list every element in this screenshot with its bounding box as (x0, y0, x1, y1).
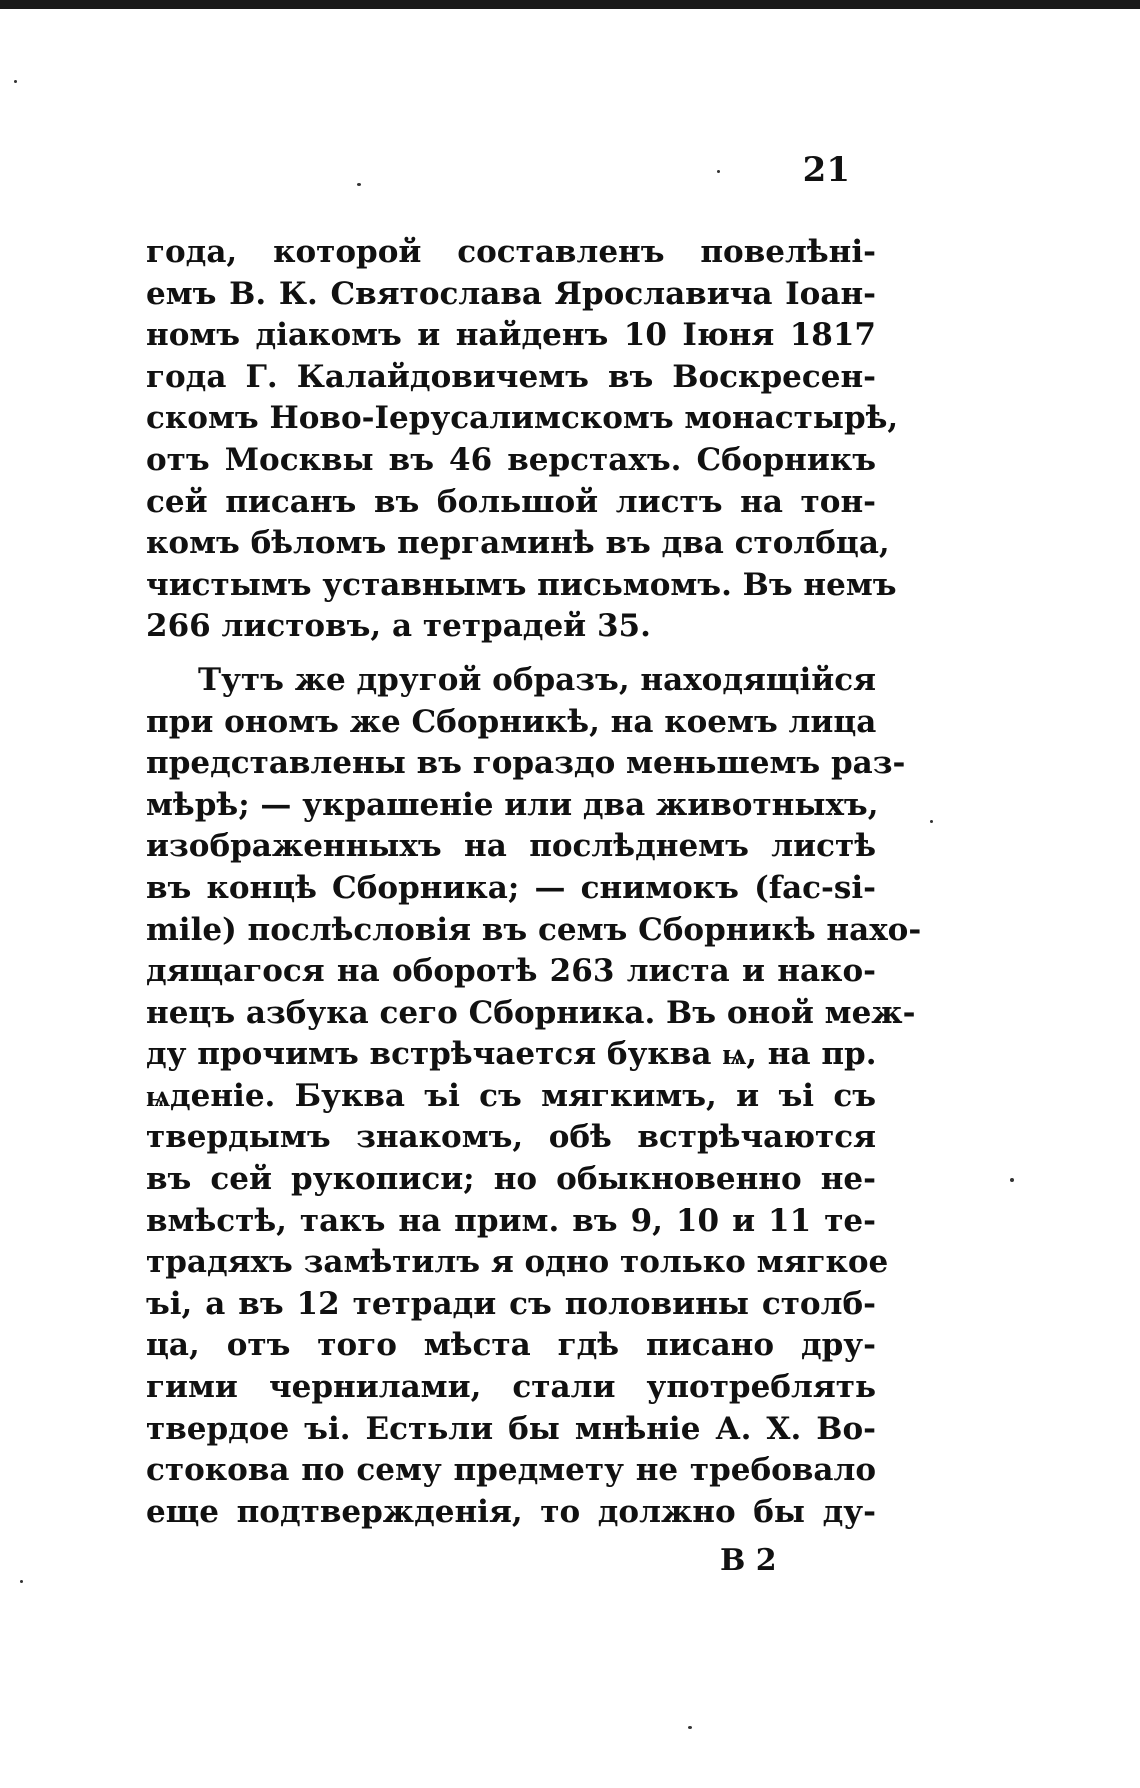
text-line: сей писанъ въ большой листъ на тон- (146, 483, 876, 520)
text-line: стокова по сему предмету не требовало (146, 1452, 876, 1489)
page-top-border (0, 0, 1140, 9)
text-line: mile) послѣсловія въ семъ Сборникѣ нахо- (146, 911, 922, 948)
text-line: отъ Москвы въ 46 верстахъ. Сборникъ (146, 441, 876, 478)
text-line: традяхъ замѣтилъ я одно только мягкое (146, 1244, 889, 1281)
text-line: комъ бѣломъ пергаминѣ въ два столбца, (146, 525, 890, 562)
text-line: твердымъ знакомъ, обѣ встрѣчаются (146, 1119, 876, 1156)
text-line: скомъ Ново-Іерусалимскомъ монастырѣ, (146, 400, 899, 437)
text-line: чистымъ уставнымъ письмомъ. Въ немъ (146, 566, 897, 603)
text-line: номъ діакомъ и найденъ 10 Іюня 1817 (146, 317, 876, 354)
text-line: ѩденіе. Буква ъі съ мягкимъ, и ъі съ (146, 1077, 876, 1114)
text-line: гими чернилами, стали употреблять (146, 1369, 876, 1406)
text-line: нецъ азбука сего Сборника. Въ оной меж- (146, 994, 916, 1031)
scan-speck (930, 820, 933, 823)
text-line: ца, отъ того мѣста гдѣ писано дру- (146, 1327, 876, 1364)
text-line: изображенныхъ на послѣднемъ листѣ (146, 828, 876, 865)
scan-speck (20, 1580, 23, 1583)
text-line: при ономъ же Сборникѣ, на коемъ лица (146, 703, 877, 740)
body-text (146, 232, 922, 1533)
text-line: 266 листовъ, а тетрадей 35. (146, 608, 651, 645)
text-line: твердое ъі. Естьли бы мнѣніе А. Х. Во- (146, 1410, 876, 1447)
text-line: ду прочимъ встрѣчается буква ѩ, на пр. (146, 1036, 877, 1073)
scan-speck (14, 80, 17, 83)
text-line: ъі, а въ 12 тетради съ половины столб- (146, 1285, 876, 1322)
text-line: представлены въ гораздо меньшемъ раз- (146, 745, 906, 782)
text-line: емъ В. К. Святослава Ярославича Іоан- (146, 275, 876, 312)
scan-speck (717, 170, 720, 173)
signature-mark: В 2 (720, 1543, 777, 1578)
text-line: Тутъ же другой образъ, находящійся (198, 661, 877, 698)
text-line: дящагося на оборотѣ 263 листа и нако- (146, 953, 876, 990)
text-line: въ сей рукописи; но обыкновенно не- (146, 1161, 876, 1198)
scan-speck (1010, 1178, 1014, 1182)
scan-speck (357, 183, 361, 186)
text-line: въ концѣ Сборника; — снимокъ (fac-si- (146, 869, 876, 906)
text-line: года Г. Калайдовичемъ въ Воскресен- (146, 358, 876, 395)
scan-speck (688, 1726, 692, 1729)
text-line: еще подтвержденія, то должно бы ду- (146, 1493, 876, 1530)
text-line: года, которой составленъ повелѣні- (146, 234, 876, 270)
page-number: 21 (802, 150, 850, 190)
text-line: вмѣстѣ, такъ на прим. въ 9, 10 и 11 те- (146, 1202, 876, 1239)
text-line: мѣрѣ; — украшеніе или два животныхъ, (146, 786, 879, 823)
